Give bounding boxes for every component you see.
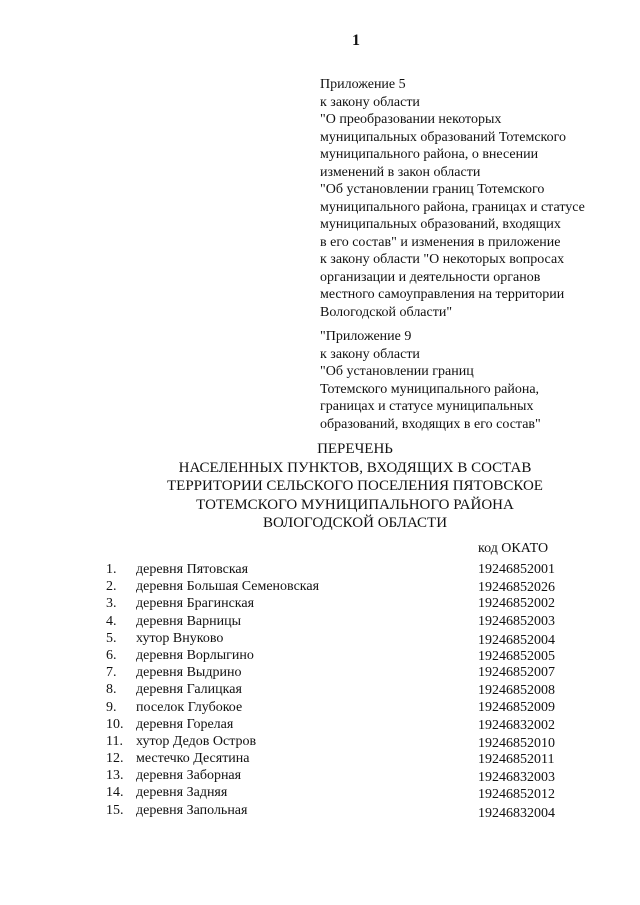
okato-code: 19246852003 <box>478 613 555 629</box>
annex-line: Тотемского муниципального района, <box>320 381 540 397</box>
list-item <box>100 803 570 820</box>
settlement-name: деревня Запольная <box>136 802 248 818</box>
okato-code: 19246852026 <box>478 580 555 596</box>
list-item <box>100 682 570 699</box>
item-number: 11. <box>106 733 123 749</box>
annex-line: местного самоуправления на территории <box>320 287 565 302</box>
item-number: 2. <box>106 579 117 595</box>
annex-line: границах и статусе муниципальных <box>320 399 534 414</box>
annex-9-reference <box>320 328 620 433</box>
annex-line: "Об установлении границ Тотемского <box>320 182 545 197</box>
annex-line: "Об установлении границ <box>320 364 474 379</box>
okato-code-header: код ОКАТО <box>478 541 549 556</box>
okato-code: 19246832002 <box>478 717 555 733</box>
okato-code: 19246852012 <box>478 787 555 803</box>
list-item <box>100 614 570 631</box>
list-item <box>100 596 570 613</box>
annex-line: Приложение 5 <box>320 77 406 92</box>
okato-code: 19246852011 <box>478 752 555 768</box>
heading-line: ТЕРРИТОРИИ СЕЛЬСКОГО ПОСЕЛЕНИЯ ПЯТОВСКОЕ <box>167 478 543 494</box>
annex-line: муниципальных образований, входящих <box>320 217 561 232</box>
okato-code: 19246852008 <box>478 683 555 699</box>
list-item <box>100 717 570 734</box>
annex-line: организации и деятельности органов <box>320 269 541 285</box>
item-number: 5. <box>106 630 117 646</box>
annex-line: муниципальных образований Тотемского <box>320 129 567 145</box>
item-number: 15. <box>106 802 124 818</box>
annex-line: "О преобразовании некоторых <box>320 112 502 127</box>
list-item <box>100 734 570 751</box>
item-number: 6. <box>106 647 117 663</box>
settlement-name: деревня Галицкая <box>136 682 242 698</box>
list-item <box>100 700 570 717</box>
item-number: 7. <box>106 665 117 681</box>
annex-line: муниципального района, о внесении <box>320 147 539 162</box>
item-number: 4. <box>106 613 117 629</box>
item-number: 3. <box>106 596 117 612</box>
annex-line: в его состав" и изменения в приложение <box>320 234 561 250</box>
settlement-name: деревня Выдрино <box>136 665 242 681</box>
okato-code: 19246832004 <box>478 805 555 821</box>
settlement-name: деревня Большая Семеновская <box>136 579 320 595</box>
okato-code: 19246852001 <box>478 562 555 577</box>
annex-line: изменений в закон области <box>320 164 481 180</box>
settlement-name: деревня Пятовская <box>136 562 249 577</box>
okato-code: 19246852007 <box>478 665 555 681</box>
list-item <box>100 751 570 768</box>
list-item <box>100 579 570 596</box>
item-number: 14. <box>106 785 124 801</box>
settlement-name: деревня Брагинская <box>136 596 255 612</box>
settlement-name: местечко Десятина <box>136 751 250 767</box>
list-heading <box>150 440 560 533</box>
heading-line: НАСЕЛЕННЫХ ПУНКТОВ, ВХОДЯЩИХ В СОСТАВ <box>178 459 532 476</box>
okato-code: 19246852009 <box>478 699 555 715</box>
item-number: 10. <box>106 716 124 732</box>
list-item <box>100 768 570 785</box>
heading-line: ПЕРЕЧЕНЬ <box>317 441 393 457</box>
okato-code: 19246852010 <box>478 735 555 751</box>
heading-line: ТОТЕМСКОГО МУНИЦИПАЛЬНОГО РАЙОНА <box>196 496 514 513</box>
item-number: 1. <box>106 562 117 577</box>
okato-code: 19246832003 <box>478 770 555 786</box>
settlement-name: деревня Задняя <box>136 785 228 801</box>
heading-line: ВОЛОГОДСКОЙ ОБЛАСТИ <box>262 515 448 531</box>
settlement-list <box>100 562 570 820</box>
okato-code: 19246852002 <box>478 596 555 612</box>
settlement-name: деревня Горелая <box>136 716 234 732</box>
settlement-name: деревня Варницы <box>136 613 242 629</box>
annex-line: "Приложение 9 <box>320 329 412 344</box>
item-number: 12. <box>106 751 124 767</box>
settlement-name: поселок Глубокое <box>136 699 243 715</box>
annex-line: Вологодской области" <box>320 304 453 320</box>
list-item <box>100 665 570 682</box>
annex-line: муниципального района, границах и статусе <box>320 199 585 215</box>
settlement-name: деревня Заборная <box>136 768 242 784</box>
settlement-name: хутор Дедов Остров <box>136 733 257 749</box>
annex-line: к закону области <box>320 346 420 362</box>
list-item <box>100 631 570 648</box>
settlement-name: деревня Ворлыгино <box>136 647 254 663</box>
okato-code: 19246852005 <box>478 648 555 664</box>
annex-line: образований, входящих в его состав" <box>320 416 541 432</box>
item-number: 9. <box>106 699 117 715</box>
okato-code: 19246852004 <box>478 632 555 648</box>
annex-line: к закону области "О некоторых вопросах <box>320 252 565 267</box>
list-item <box>100 562 570 579</box>
settlement-name: хутор Внуково <box>136 630 224 646</box>
item-number: 8. <box>106 682 117 698</box>
page-number: 1 <box>352 32 360 49</box>
list-item <box>100 785 570 802</box>
annex-line: к закону области <box>320 94 420 110</box>
item-number: 13. <box>106 768 124 784</box>
annex-5-reference <box>320 76 620 321</box>
list-item <box>100 648 570 665</box>
